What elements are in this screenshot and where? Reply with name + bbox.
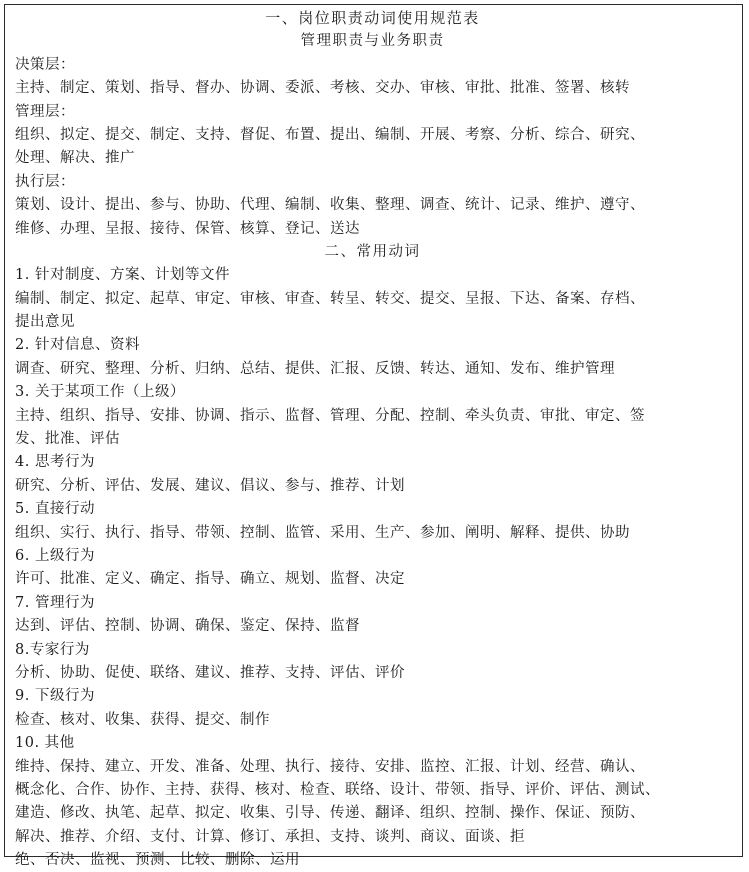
text-line: 3. 关于某项工作（上级） bbox=[15, 384, 185, 401]
text-line: 1. 针对制度、方案、计划等文件 bbox=[15, 267, 230, 284]
text-line: 6. 上级行为 bbox=[15, 547, 95, 564]
text-line: 分析、协助、促使、联络、建议、推荐、支持、评估、评价 bbox=[15, 664, 405, 681]
text-line: 执行层： bbox=[15, 173, 75, 190]
text-line: 绝、否决、监视、预测、比较、删除、运用 bbox=[15, 852, 300, 869]
text-line: 发、批准、评估 bbox=[15, 431, 120, 448]
text-line: 决策层： bbox=[15, 56, 75, 73]
document-title: 一、岗位职责动词使用规范表 bbox=[265, 9, 480, 27]
text-line: 9. 下级行为 bbox=[15, 688, 95, 705]
text-line: 7. 管理行为 bbox=[15, 594, 95, 611]
text-line: 管理层： bbox=[15, 103, 75, 120]
text-line: 8.专家行为 bbox=[15, 641, 90, 658]
text-line: 解决、推荐、介绍、支付、计算、修订、承担、支持、谈判、商议、面谈、拒 bbox=[15, 828, 525, 845]
text-line: 许可、批准、定义、确定、指导、确立、规划、监督、决定 bbox=[15, 571, 405, 588]
text-line: 维持、保持、建立、开发、准备、处理、执行、接待、安排、监控、汇报、计划、经营、确认、 bbox=[15, 758, 645, 775]
text-line: 主持、制定、策划、指导、督办、协调、委派、考核、交办、审核、审批、批准、签署、核转 bbox=[15, 80, 630, 97]
text-line: 主持、组织、指导、安排、协调、指示、监督、管理、分配、控制、牵头负责、审批、审定、签 bbox=[15, 407, 645, 424]
text-line: 维修、办理、呈报、接待、保管、核算、登记、送达 bbox=[15, 220, 360, 237]
text-line: 组织、拟定、提交、制定、支持、督促、布置、提出、编制、开展、考察、分析、综合、研究、 bbox=[15, 126, 645, 143]
document-subtitle: 管理职责与业务职责 bbox=[300, 33, 445, 50]
text-line: 2. 针对信息、资料 bbox=[15, 337, 140, 354]
text-line: 策划、设计、提出、参与、协助、代理、编制、收集、整理、调查、统计、记录、维护、遵守、 bbox=[15, 197, 645, 214]
text-line: 检查、核对、收集、获得、提交、制作 bbox=[15, 711, 270, 728]
text-line: 达到、评估、控制、协调、确保、鉴定、保持、监督 bbox=[15, 618, 360, 635]
text-line: 4. 思考行为 bbox=[15, 454, 95, 471]
document-table bbox=[4, 4, 743, 869]
text-line: 建造、修改、执笔、起草、拟定、收集、引导、传递、翻译、组织、控制、操作、保证、预防、 bbox=[15, 805, 645, 822]
section-title: 二、常用动词 bbox=[324, 243, 421, 260]
text-line: 编制、制定、拟定、起草、审定、审核、审查、转呈、转交、提交、呈报、下达、备案、存档、 bbox=[15, 290, 645, 307]
text-line: 概念化、合作、协作、主持、获得、核对、检查、联络、设计、带领、指导、评价、评估、测试、 bbox=[15, 781, 660, 798]
text-line: 提出意见 bbox=[15, 314, 75, 331]
text-line: 研究、分析、评估、发展、建议、倡议、参与、推荐、计划 bbox=[15, 477, 405, 494]
text-line: 5. 直接行动 bbox=[15, 501, 95, 518]
text-line: 处理、解决、推广 bbox=[15, 150, 135, 167]
text-line: 调查、研究、整理、分析、归纳、总结、提供、汇报、反馈、转达、通知、发布、维护管理 bbox=[15, 360, 615, 377]
text-line: 组织、实行、执行、指导、带领、控制、监管、采用、生产、参加、阐明、解释、提供、协助 bbox=[15, 524, 630, 541]
text-line: 10. 其他 bbox=[15, 735, 75, 752]
